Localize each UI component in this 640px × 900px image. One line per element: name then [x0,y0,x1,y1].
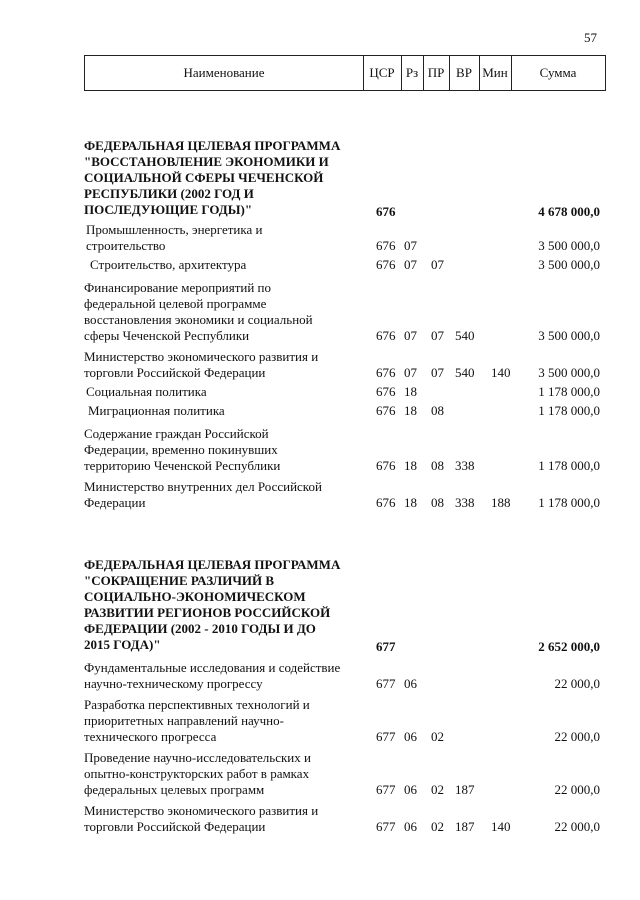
row-vr: 338 [455,458,475,473]
row-csr: 677 [376,639,396,654]
row-name: Промышленность, энергетика и строительство [86,222,263,253]
row-sum: 22 000,0 [554,676,600,691]
row-pr: 07 [431,328,444,343]
row-pr: 02 [431,819,444,834]
row-name: Финансирование мероприятий по федеральной целевой программе восстановления экономики и социальной сферы Чеченской Республики [84,280,313,343]
row-name: ФЕДЕРАЛЬНАЯ ЦЕЛЕВАЯ ПРОГРАММА "ВОССТАНОВЛЕНИЕ ЭКОНОМИКИ И СОЦИАЛЬНОЙ СФЕРЫ ЧЕЧЕНСКОЙ РЕСПУБЛИКИ (2002 ГОД И ПОСЛЕДУЮЩИЕ ГОДЫ)" [84,138,341,217]
row-name: Министерство внутренних дел Российской Федерации [84,479,322,510]
row-name: Разработка перспективных технологий и приоритетных направлений научно- технического прогресса [84,697,310,744]
header-pr: ПР [427,65,445,80]
row-rz: 07 [404,257,417,272]
row-rz: 18 [404,458,417,473]
row-csr: 677 [376,819,396,834]
row-rz: 07 [404,238,417,253]
row-pr: 02 [431,782,444,797]
row-rz: 18 [404,403,417,418]
row-csr: 676 [376,365,396,380]
row-sum: 1 178 000,0 [538,458,600,473]
row-csr: 676 [376,204,396,219]
row-sum: 3 500 000,0 [538,328,600,343]
row-sum: 22 000,0 [554,729,600,744]
row-sum: 3 500 000,0 [538,365,600,380]
row-csr: 676 [376,238,396,253]
page-number: 57 [584,30,597,45]
row-pr: 07 [431,257,444,272]
row-sum: 1 178 000,0 [538,403,600,418]
row-name: Строительство, архитектура [90,257,247,272]
row-name: Содержание граждан Российской Федерации, временно покинувших территорию Чеченской Республики [84,426,281,473]
row-rz: 06 [404,782,417,797]
row-csr: 676 [376,328,396,343]
row-csr: 676 [376,384,396,399]
row-sum: 1 178 000,0 [538,495,600,510]
header-vr: ВР [456,65,472,80]
row-vr: 338 [455,495,475,510]
row-rz: 06 [404,819,417,834]
row-rz: 18 [404,495,417,510]
row-name: Миграционная политика [88,403,225,418]
row-sum: 22 000,0 [554,782,600,797]
row-min: 140 [491,819,511,834]
row-rz: 06 [404,729,417,744]
row-pr: 07 [431,365,444,380]
row-vr: 187 [455,782,475,797]
row-sum: 3 500 000,0 [538,257,600,272]
row-sum: 3 500 000,0 [538,238,600,253]
table-header [84,55,606,91]
header-min: Мин [482,65,508,80]
header-name: Наименование [183,65,265,80]
row-name: Министерство экономического развития и торговли Российской Федерации [84,803,319,834]
row-pr: 08 [431,495,444,510]
row-csr: 676 [376,495,396,510]
row-pr: 02 [431,729,444,744]
row-name: ФЕДЕРАЛЬНАЯ ЦЕЛЕВАЯ ПРОГРАММА "СОКРАЩЕНИЕ РАЗЛИЧИЙ В СОЦИАЛЬНО-ЭКОНОМИЧЕСКОМ РАЗВИТИИ РЕГИОНОВ РОССИЙСКОЙ ФЕДЕРАЦИИ (2002 - 2010 ГОДЫ И ДО 2015 ГОДА)" [84,557,341,652]
row-pr: 08 [431,458,444,473]
row-sum: 22 000,0 [554,819,600,834]
row-csr: 676 [376,403,396,418]
row-vr: 540 [455,365,475,380]
row-name: Министерство экономического развития и торговли Российской Федерации [84,349,319,380]
row-sum: 2 652 000,0 [538,639,600,654]
row-sum: 4 678 000,0 [538,204,600,219]
row-csr: 677 [376,729,396,744]
row-name: Проведение научно-исследовательских и опытно-конструкторских работ в рамках федеральных целевых программ [84,750,311,797]
row-pr: 08 [431,403,444,418]
row-rz: 07 [404,365,417,380]
row-sum: 1 178 000,0 [538,384,600,399]
row-csr: 676 [376,458,396,473]
row-vr: 187 [455,819,475,834]
row-rz: 06 [404,676,417,691]
row-vr: 540 [455,328,475,343]
row-name: Социальная политика [86,384,207,399]
row-name: Фундаментальные исследования и содействие научно-техническому прогрессу [84,660,341,691]
row-min: 140 [491,365,511,380]
row-csr: 676 [376,257,396,272]
row-rz: 07 [404,328,417,343]
header-rz: Рз [405,65,419,80]
row-min: 188 [491,495,511,510]
header-sum: Сумма [539,65,577,80]
row-csr: 677 [376,676,396,691]
row-rz: 18 [404,384,417,399]
header-csr: ЦСР [369,65,395,80]
row-csr: 677 [376,782,396,797]
